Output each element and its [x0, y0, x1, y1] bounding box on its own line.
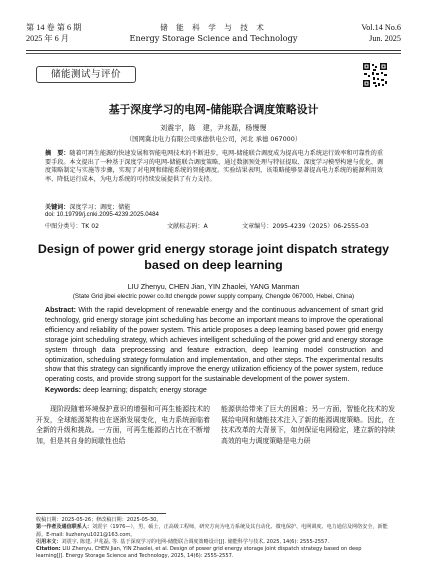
document-code: 文献标志码：A [167, 223, 208, 230]
citation-cn [36, 539, 391, 546]
article-number: 文章编号：2095-4239（2025）06-2555-03 [242, 223, 369, 230]
abstract-en-label: Abstract: [45, 307, 76, 314]
header-rule [26, 50, 401, 51]
journal-name-cn: 储 能 科 学 与 技 术 [160, 23, 267, 32]
keywords-cn-text: 深度学习；调度；储能 [69, 204, 131, 211]
footnote-rule [36, 513, 166, 514]
keywords-cn [45, 202, 130, 211]
citation-cn-label: 引用本文： [36, 538, 62, 545]
citation-en-text: LIU Zhenyu, CHEN Jian, YIN Zhaolei, et al. Design of power grid energy storage joint dispatch strategy based on deep learning[J]. Energy Storage Science and Technology, 2025, 14(6): 2555-2557. [36, 546, 362, 560]
citation-cn-text: 刘震宇, 陈建, 尹兆磊, 等. 基于深度学习的电网-储能联合调度策略设计[J]. 储能科学与技术, 2025, 14(6): 2555-2557. [61, 538, 330, 545]
header-rule-thin [26, 53, 401, 54]
body-column-left: 现阶段随着环境保护意识的增强和可再生能源技术的开发，全球能源架构也在逐渐发展变化，电力系统面临着全新的升级和挑战。一方面，可再生能源的占比在不断增加，但是其自身的间歇性也给 [36, 405, 210, 445]
keywords-en-text: deep learning; dispatch; energy storage [83, 387, 207, 394]
keywords-en-label: Keywords: [45, 387, 82, 394]
abstract-cn-label: 摘 要： [45, 150, 70, 157]
citation-en [36, 546, 391, 561]
header-center [26, 22, 401, 44]
abstract-en-text: With the rapid development of renewable energy and the continuous advancement of smart grid technology, grid energy storage joint scheduling has become an important means to improve the operational efficiency and reliability of the power system. This article proposes a deep learning based power grid energy storage joint scheduling strategy, which achieves intelligent scheduling of the power grid and energy storage system through data preprocessing and feature extraction, deep learning model construction and optimization, scheduling strategy formulation and implementation, and other steps. The experimental results show that this strategy can significantly improve the energy utilization efficiency of the power system, reduce operating costs, and provide strong support for the sustainable development of the power system. [45, 307, 383, 384]
volume-en: Vol.14 No.6 [361, 23, 401, 32]
affiliation-en: (State Grid jibei electric power co.ltd chengde power supply company, Chengde 067000, Hebei, China) [72, 293, 355, 300]
author-info-label: 第一作者及通信联系人： [36, 524, 93, 531]
title-en: Design of power grid energy storage joint dispatch strategy based on deep learning [37, 242, 390, 272]
keywords-cn-label: 关键词： [45, 204, 70, 211]
header-right [361, 22, 401, 44]
author-info [36, 524, 391, 539]
date-cn: 2025 年 6 月 [26, 34, 69, 43]
section-tag: 储能测试与评价 [36, 66, 136, 83]
received-date: 收稿日期：2025-05-26；修改稿日期：2025-05-30。 [36, 517, 162, 523]
date-en: Jun. 2025 [369, 34, 401, 43]
abstract-cn [45, 150, 383, 184]
abstract-cn-text: 随着可再生能源的快速发展和智能电网技术的不断进步，电网-储能联合调度成为提高电力系统运行效率和可靠性的重要手段。本文提出了一种基于深度学习的电网-储能联合调度策略，通过数据预处理与特征提取、深度学习模型构建与优化、调度策略制定与实施等步骤，实现了对电网和储能系统的智能调度。实验结果表明，该策略能够显著提高电力系统的能源利用效率、降低运行成本，为电力系统的可持续发展提供了有力支持。 [45, 150, 383, 183]
author-info-text: 刘震宇（1976—），男，硕士，正高级工程师，研究方向为电力系统及其自动化、微电保护、电网调度、电力通信及网络安全，新能源。E-mail: liuzhenyu1021@163.com。 [36, 524, 388, 538]
journal-name-en: Energy Storage Science and Technology [129, 33, 298, 43]
footnote [36, 517, 391, 561]
title-cn: 基于深度学习的电网-储能联合调度策略设计 [108, 103, 319, 116]
affiliation-cn: （国网冀北电力有限公司承德供电公司，河北 承德 067000） [125, 135, 302, 143]
volume-cn: 第 14 卷 第 6 期 [26, 23, 82, 32]
keywords-en [45, 387, 207, 394]
clc-number: 中图分类号：TK 02 [45, 223, 99, 230]
authors-cn: 刘震宇，陈 建，尹兆磊，杨慢慢 [160, 124, 267, 132]
body-column-right: 能源供给带来了巨大的困难；另一方面，智能化技术的发展给电网和储能技术注入了新的能源调度策略。因此，在技术改革的大背景下，如何保证电网稳定，建立新的持续高效的电力调度策略是电力研 [221, 405, 395, 445]
abstract-en [45, 306, 383, 385]
citation-en-label: Citation: [36, 546, 61, 553]
doi: doi: 10.19799/j.cnki.2095-4239.2025.0484 [45, 211, 159, 218]
authors-en: LIU Zhenyu, CHEN Jian, YIN Zhaolei, YANG Manman [127, 282, 300, 291]
qr-code-icon [362, 62, 388, 88]
journal-header [26, 22, 401, 48]
